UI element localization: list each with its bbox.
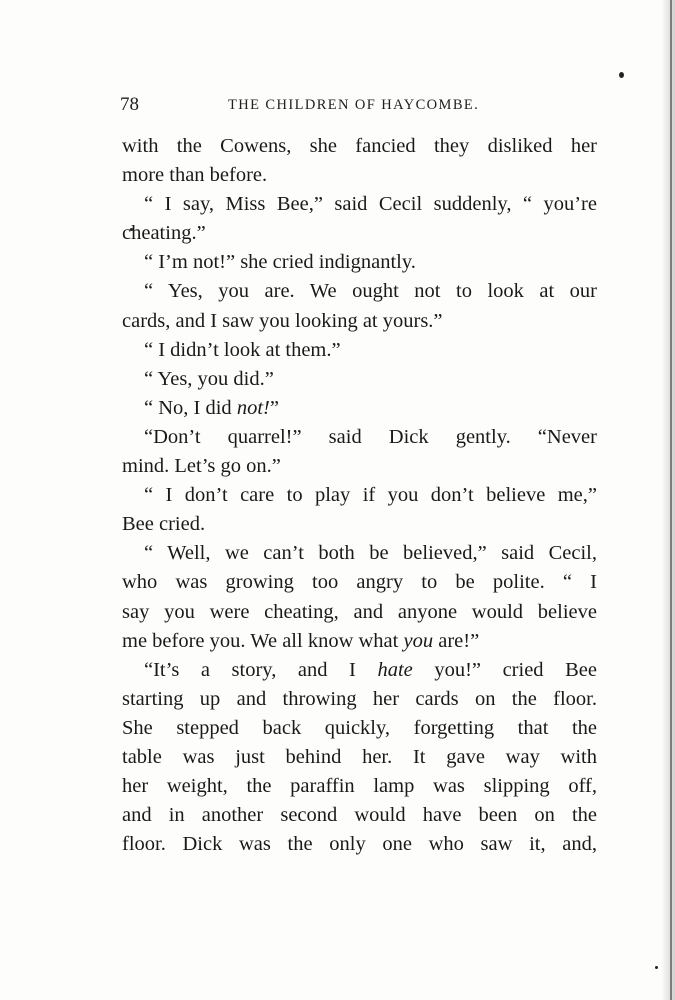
text-line: starting up and throwing her cards on the floor. xyxy=(122,687,597,710)
text-line: “ Yes, you did.” xyxy=(144,367,274,390)
text-line: “ Yes, you are. We ought not to look at our xyxy=(144,280,597,303)
text-line: more than before. xyxy=(122,164,268,187)
text-line: “ I’m not!” she cried indignantly. xyxy=(144,251,416,274)
text-line xyxy=(122,627,597,656)
text-line: “ I didn’t look at them.” xyxy=(144,338,341,361)
text-line: cards, and I saw you looking at yours.” xyxy=(122,309,443,332)
italic-word: hate xyxy=(377,658,413,681)
text-line: floor. Dick was the only one who saw it, and, xyxy=(122,833,597,856)
page-header xyxy=(120,94,610,118)
page-edge-shadow xyxy=(661,0,675,1000)
text-line: cheating.” xyxy=(122,222,206,245)
text-segment: ” xyxy=(269,396,279,419)
text-line: her weight, the paraffin lamp was slipping off, xyxy=(122,775,597,798)
italic-word: not! xyxy=(236,396,270,419)
ink-speck xyxy=(619,72,624,78)
text-line: “ I don’t care to play if you don’t believe me,” xyxy=(144,484,597,507)
text-segment: you!” cried Bee xyxy=(412,658,597,681)
text-segment: are!” xyxy=(433,629,480,652)
running-head: THE CHILDREN OF HAYCOMBE. xyxy=(228,97,480,113)
text-line xyxy=(122,394,597,423)
text-line: mind. Let’s go on.” xyxy=(122,455,281,478)
text-segment: “ No, I did xyxy=(144,396,237,419)
text-line: say you were cheating, and anyone would believe xyxy=(122,600,597,623)
italic-word: you xyxy=(403,629,434,652)
page-number: 78 xyxy=(120,94,139,115)
page-edge-line xyxy=(670,0,672,1000)
text-line: “Don’t quarrel!” said Dick gently. “Never xyxy=(144,425,597,448)
text-line: “ I say, Miss Bee,” said Cecil suddenly, “ you’re xyxy=(144,193,597,216)
ink-speck xyxy=(655,966,658,969)
text-segment: “It’s a story, and I xyxy=(144,658,378,681)
text-line: Bee cried. xyxy=(122,513,206,536)
text-line: She stepped back quickly, forgetting that the xyxy=(122,716,597,739)
body-text xyxy=(122,132,597,859)
text-line: who was growing too angry to be polite. “ I xyxy=(122,571,597,594)
text-line: with the Cowens, she fancied they disliked her xyxy=(122,135,597,157)
text-line xyxy=(122,656,597,685)
text-segment: me before you. We all know what xyxy=(122,629,404,652)
text-line: “ Well, we can’t both be believed,” said Cecil, xyxy=(144,542,597,565)
text-line: and in another second would have been on the xyxy=(122,804,597,827)
text-line: table was just behind her. It gave way with xyxy=(122,745,597,768)
